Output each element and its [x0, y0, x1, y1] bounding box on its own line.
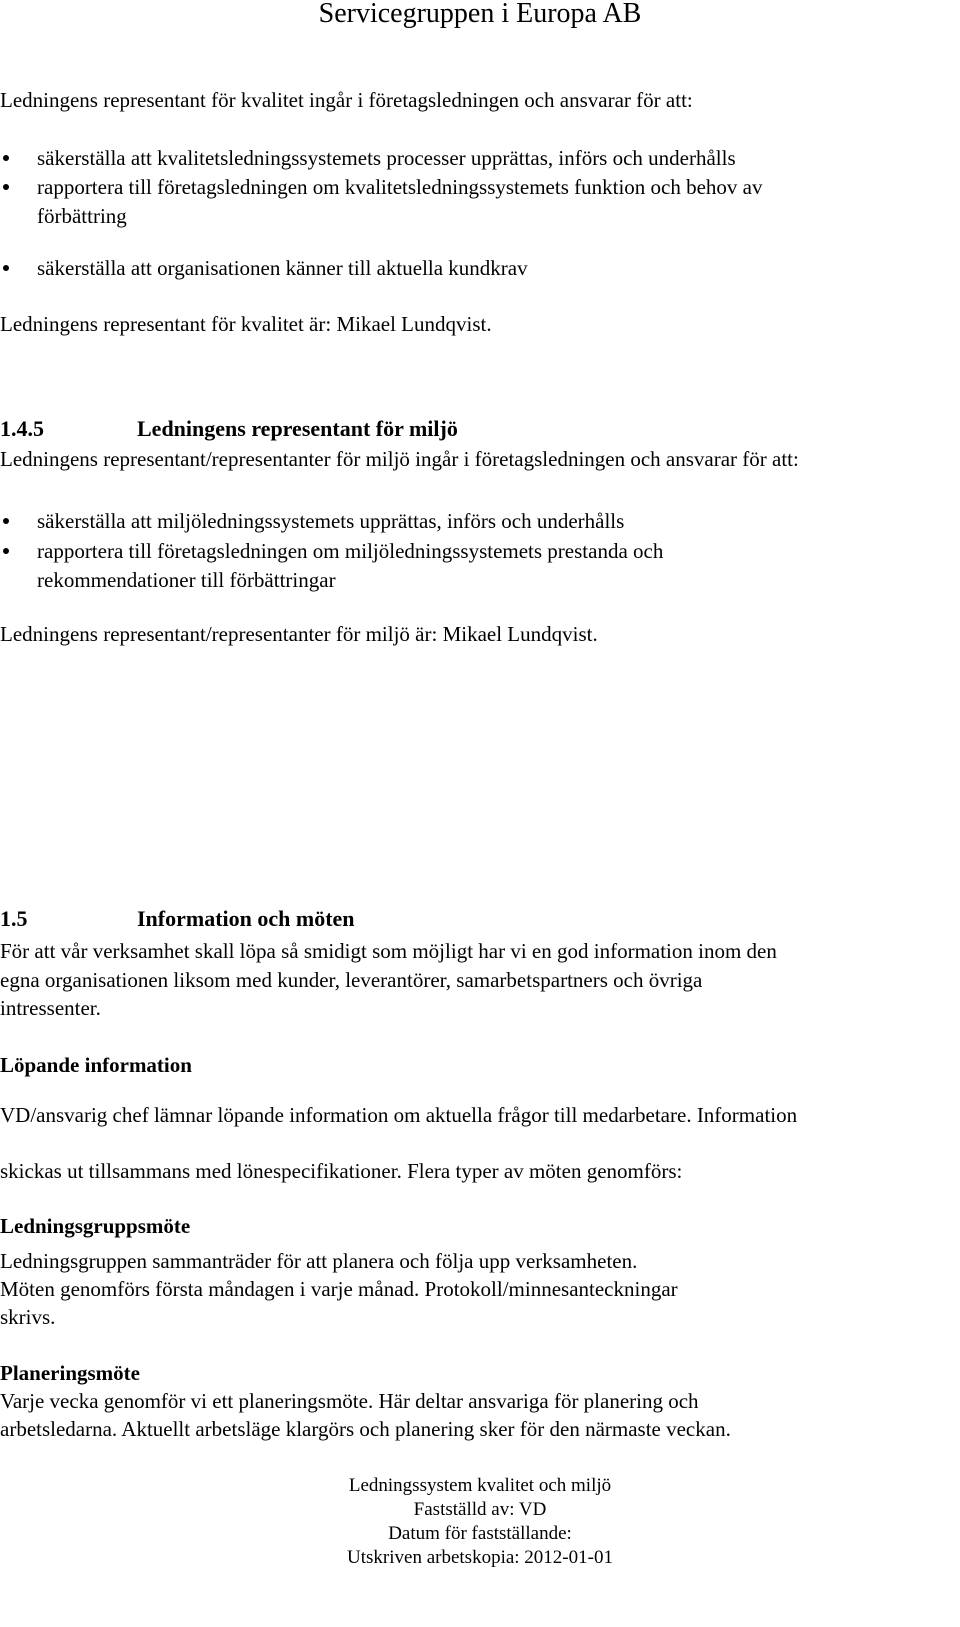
list-item-text: rapportera till företagsledningen om miljöledningssystemets prestanda och: [37, 539, 664, 563]
paragraph-line: skickas ut tillsammans med lönespecifikationer. Flera typer av möten genomförs:: [0, 1159, 683, 1183]
bullet-icon: [3, 518, 9, 524]
bullet-icon: [3, 548, 9, 554]
quality-rep-intro: Ledningens representant för kvalitet ingår i företagsledningen och ansvarar för att:: [0, 88, 693, 112]
paragraph-line: intressenter.: [0, 996, 101, 1020]
list-item-text: säkerställa att miljöledningssystemets upprättas, införs och underhålls: [37, 509, 625, 533]
footer-approved-by: Fastställd av: VD: [413, 1499, 547, 1520]
subheading: Löpande information: [0, 1053, 192, 1077]
list-item-text: förbättring: [37, 204, 127, 228]
paragraph-line: VD/ansvarig chef lämnar löpande information om aktuella frågor till medarbetare. Information: [0, 1103, 798, 1127]
list-item-text: rapportera till företagsledningen om kvalitetsledningssystemets funktion och behov av: [37, 175, 763, 199]
bullet-icon: [3, 155, 9, 161]
paragraph-line: egna organisationen liksom med kunder, leverantörer, samarbetspartners och övriga: [0, 968, 703, 992]
page-title: Servicegruppen i Europa AB: [318, 0, 642, 29]
section-number: 1.5: [0, 906, 28, 931]
quality-rep-conclusion: Ledningens representant för kvalitet är: Mikael Lundqvist.: [0, 312, 492, 336]
section-number: 1.4.5: [0, 416, 44, 441]
paragraph-line: skrivs.: [0, 1305, 56, 1329]
section-heading: [0, 904, 960, 934]
paragraph-line: arbetsledarna. Aktuellt arbetsläge klargörs och planering sker för den närmaste veckan.: [0, 1417, 731, 1441]
footer-approval-date: Datum för fastställande:: [388, 1523, 572, 1544]
paragraph-line: För att vår verksamhet skall löpa så smidigt som möjligt har vi en god information inom den: [0, 939, 777, 963]
footer-system: Ledningssystem kvalitet och miljö: [348, 1475, 612, 1496]
section-conclusion: Ledningens representant/representanter för miljö är: Mikael Lundqvist.: [0, 622, 598, 646]
subheading: Ledningsgruppsmöte: [0, 1214, 191, 1238]
section-title: Information och möten: [137, 906, 355, 931]
footer-printed: Utskriven arbetskopia: 2012-01-01: [347, 1547, 613, 1568]
list-item-text: säkerställa att kvalitetsledningssystemets processer upprättas, införs och underhålls: [37, 146, 736, 170]
bullet-icon: [3, 265, 9, 271]
paragraph-line: Varje vecka genomför vi ett planeringsmöte. Här deltar ansvariga för planering och: [0, 1389, 699, 1413]
section-intro: Ledningens representant/representanter för miljö ingår i företagsledningen och ansvarar för att:: [0, 447, 799, 471]
paragraph-line: Ledningsgruppen sammanträder för att planera och följa upp verksamheten.: [0, 1249, 638, 1273]
subheading: Planeringsmöte: [0, 1361, 140, 1385]
section-title: Ledningens representant för miljö: [137, 416, 458, 441]
list-item-text: säkerställa att organisationen känner till aktuella kundkrav: [37, 256, 528, 280]
paragraph-line: Möten genomförs första måndagen i varje månad. Protokoll/minnesanteckningar: [0, 1277, 678, 1301]
list-item-text: rekommendationer till förbättringar: [37, 568, 336, 592]
section-heading: [0, 414, 960, 444]
bullet-icon: [3, 184, 9, 190]
